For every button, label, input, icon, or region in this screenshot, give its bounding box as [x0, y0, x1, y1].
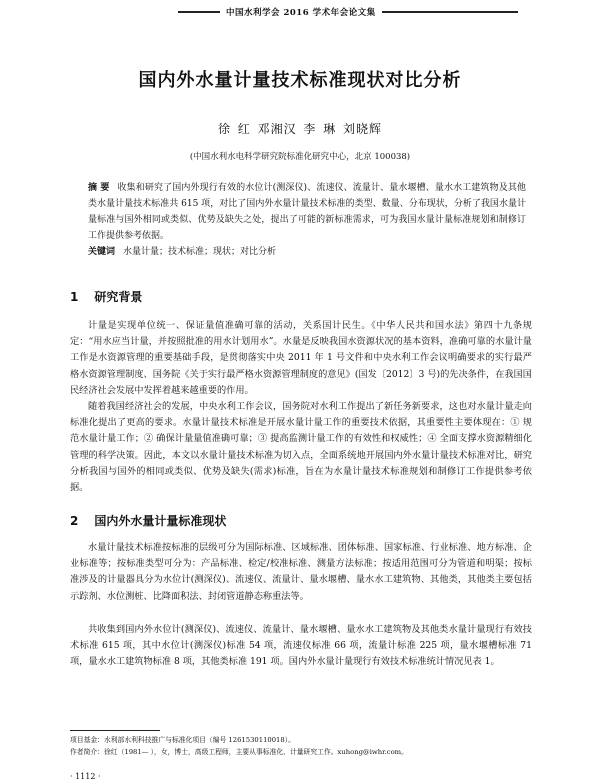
- running-title: 中国水利学会 2016 学术年会论文集: [226, 8, 376, 18]
- paper-authors: 徐 红 邓湘汉 李 琳 刘晓辉: [217, 122, 383, 136]
- section-heading-1: [70, 288, 142, 305]
- footnote-divider: [70, 730, 160, 731]
- page-number: · 1112 ·: [70, 772, 101, 781]
- section-title: 研究背景: [94, 290, 143, 304]
- section-2-paragraph-1: 水量计量技术标准按标准的层级可分为国际标准、区域标准、团体标准、国家标准、行业标准、地方标准、企业标准等；按标准类型可分为：产品标准、检定/校准标准、测量方法标准；按适用范围可分为管道和明渠；按标准涉及的计量器具分为水位计(测深仪)、流速仪、流量计、量水堰槽、量水水工建筑物、其他类，其他类主要包括示踪剂、水位测桩、比降面积法、封闭管道静态称重法等。: [70, 542, 532, 602]
- keywords-label: 关键词: [88, 247, 116, 257]
- section-2-paragraph-2: 共收集到国内外水位计(测深仪)、流速仪、流量计、量水堰槽、量水水工建筑物及其他类水量计量现行有效技术标准 615 项，其中水位计(测深仪)标准 54 项，流速仪标准 66 项，流量计标准 225 项，量水堰槽标准 71 项，量水水工建筑物标准 8 项，其他类标准 191 项。国内外水量计量现行有效技术标准统计情况见表 1。: [70, 624, 532, 668]
- section-1-paragraph-2: 随着我国经济社会的发展，中央水利工作会议，国务院对水利工作提出了新任务新要求，这也对水量计量走向标准化提出了更高的要求。水量计量技术标准是开展水量计量工作的重要技术依据，其重要性主要体现在：① 规范水量计量工作；② 确保计量量值准确可靠；③ 提高监测计量工作的有效性和权威性；④ 全面支撑水资源精细化管理的科学决策。因此，本文以水量计量技术标准为切入点，全面系统地开展国内外水量计量技术标准对比，研究分析我国与国外的相同或类似、优势及缺失(需求)标准，旨在为水量计量技术标准规划和制修订工作提供参考依据。: [70, 401, 532, 494]
- header-rule-right: [382, 11, 518, 13]
- section-1-paragraph-1: 计量是实现单位统一、保证量值准确可靠的活动，关系国计民生。《中华人民共和国水法》第四十九条规定：“用水应当计量，并按照批准的用水计划用水”。水量是反映我国水资源状况的基本资料，准确可靠的水量计量工作是水资源管理的重要基础手段，是贯彻落实中央 2011 年 1 号文件和中央水利工作会议明确要求的实行最严格水资源管理制度、国务院《关于实行最严格水资源管理制度的意见》(国发〔2012〕3 号)的先决条件，在我国国民经济社会发展中发挥着越来越重要的作用。: [70, 320, 532, 396]
- keywords-line: [88, 244, 526, 260]
- paper-affiliation: (中国水利水电科学研究院标准化研究中心，北京 100038): [189, 152, 411, 162]
- section-heading-2: [70, 512, 226, 529]
- abstract-block: [88, 180, 526, 260]
- abstract-text: 收集和研究了国内外现行有效的水位计(测深仪)、流速仪、流量计、量水堰槽、量水水工建筑物及其他类水量计量技术标准共 615 项，对比了国内外水量计量技术标准的类型、数量、分布现状，分析了我国水量计量标准与国外相同或类似、优势及缺失之处，提出了可能的新标准需求，可为我国水量计量标准规划和制修订工作提供参考依据。: [88, 183, 526, 241]
- section-number: 2: [70, 514, 79, 528]
- header-rule-left: [178, 11, 220, 13]
- section-number: 1: [70, 290, 79, 304]
- running-header: [178, 6, 518, 18]
- paper-title: 国内外水量计量技术标准现状对比分析: [138, 70, 462, 91]
- keywords-text: 水量计量；技术标准；现状；对比分析: [123, 247, 277, 257]
- abstract-label: 摘 要: [88, 183, 110, 193]
- section-title: 国内外水量计量标准现状: [94, 514, 227, 528]
- footnote-funding: 项目基金：水利部水利科技推广与标准化项目（编号 1261530110018）。: [70, 736, 295, 744]
- footnote-author-bio: 作者简介：徐红（1981— ），女，博士，高级工程师，主要从事标准化、计量研究工作。xuhong@iwhr.com。: [70, 748, 408, 756]
- abstract-paragraph: [88, 180, 526, 244]
